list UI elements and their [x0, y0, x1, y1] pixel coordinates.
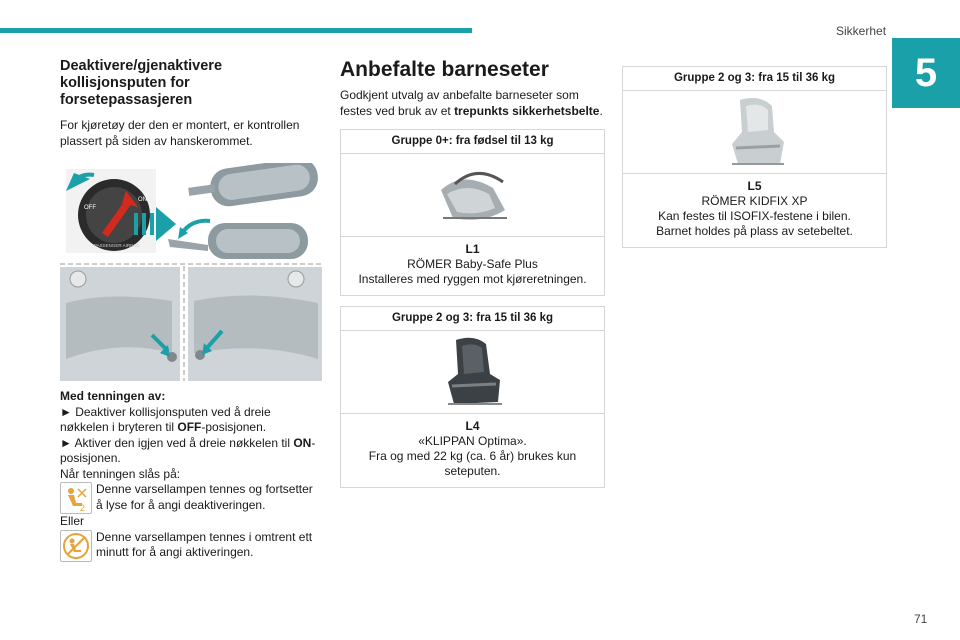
seat-note: Fra og med 22 kg (ca. 6 år) brukes kun seteputen. [368, 449, 577, 478]
warning-row-on [60, 530, 322, 562]
seat-table-l5 [622, 66, 887, 248]
left-column [60, 58, 322, 562]
child-seats-intro: Godkjent utvalg av anbefalte barneseter som festes ved bruk av et trepunkts sikkerhetsbelte. [340, 88, 603, 118]
airbag-intro: For kjøretøy der den er montert, er kontrollen plassert på siden av hanskerommet. [60, 118, 300, 148]
mid-column [340, 58, 605, 488]
seat-image-l1 [341, 154, 604, 237]
seat-name: «KLIPPAN Optima». [418, 434, 527, 448]
deactivate-step: ► Deaktiver kollisjonsputen ved å dreie nøkkelen i bryteren til OFF-posisjonen. [60, 404, 271, 434]
right-column [622, 66, 887, 248]
chapter-tab: 5 [892, 38, 960, 108]
activate-step: ► Aktiver den igjen ved å dreie nøkkelen til ON-posisjonen. [60, 435, 316, 465]
header-accent-bar [0, 28, 472, 33]
airbag-on-warning-icon [60, 530, 92, 562]
seat-note: Installeres med ryggen mot kjøreretningen. [358, 272, 587, 286]
seat-note: Kan festes til ISOFIX-festene i bilen. [658, 209, 851, 223]
seat-code: L5 [747, 179, 762, 193]
lamp-off-text: Denne varsellampen tennes og fortsetter å lyse for å angi deaktiveringen. [96, 482, 313, 512]
seat-image-l4 [341, 331, 604, 414]
child-seats-heading: Anbefalte barneseter [340, 58, 549, 81]
ignition-off-heading: Med tenningen av: [60, 389, 166, 403]
warning-row-off [60, 482, 322, 514]
switch-ring-label: PASSENGER AIRBAG [94, 243, 140, 248]
seat-table-l1 [340, 129, 605, 296]
seat-group-header: Gruppe 0+: fra fødsel til 13 kg [341, 130, 604, 154]
svg-text:2: 2 [80, 503, 86, 512]
seat-note: Barnet holdes på plass av setebeltet. [656, 224, 853, 238]
airbag-section-heading: Deaktivere/gjenaktivere kollisjonsputen for forsetepassasjeren [60, 58, 223, 108]
seat-group-header: Gruppe 2 og 3: fra 15 til 36 kg [623, 67, 886, 91]
airbag-switch-illustration [60, 163, 322, 381]
seat-group-header: Gruppe 2 og 3: fra 15 til 36 kg [341, 307, 604, 331]
airbag-off-warning-icon [60, 482, 92, 514]
seat-name: RÖMER KIDFIX XP [701, 194, 808, 208]
or-text: Eller [60, 514, 85, 528]
ignition-on-text: Når tenningen slås på: [60, 466, 181, 481]
lamp-on-text: Denne varsellampen tennes i omtrent ett minutt for å angi aktiveringen. [96, 529, 313, 559]
page-number: 71 [914, 612, 928, 626]
section-title: Sikkerhet [836, 24, 887, 38]
seat-table-l4 [340, 306, 605, 488]
seat-name: RÖMER Baby-Safe Plus [407, 257, 538, 271]
airbag-switch-drawing [60, 163, 322, 381]
switch-on-label: ON [138, 197, 147, 203]
switch-off-label: OFF [84, 205, 96, 211]
seat-code: L1 [465, 242, 480, 256]
seat-image-l5 [623, 91, 886, 174]
seat-code: L4 [465, 419, 480, 433]
